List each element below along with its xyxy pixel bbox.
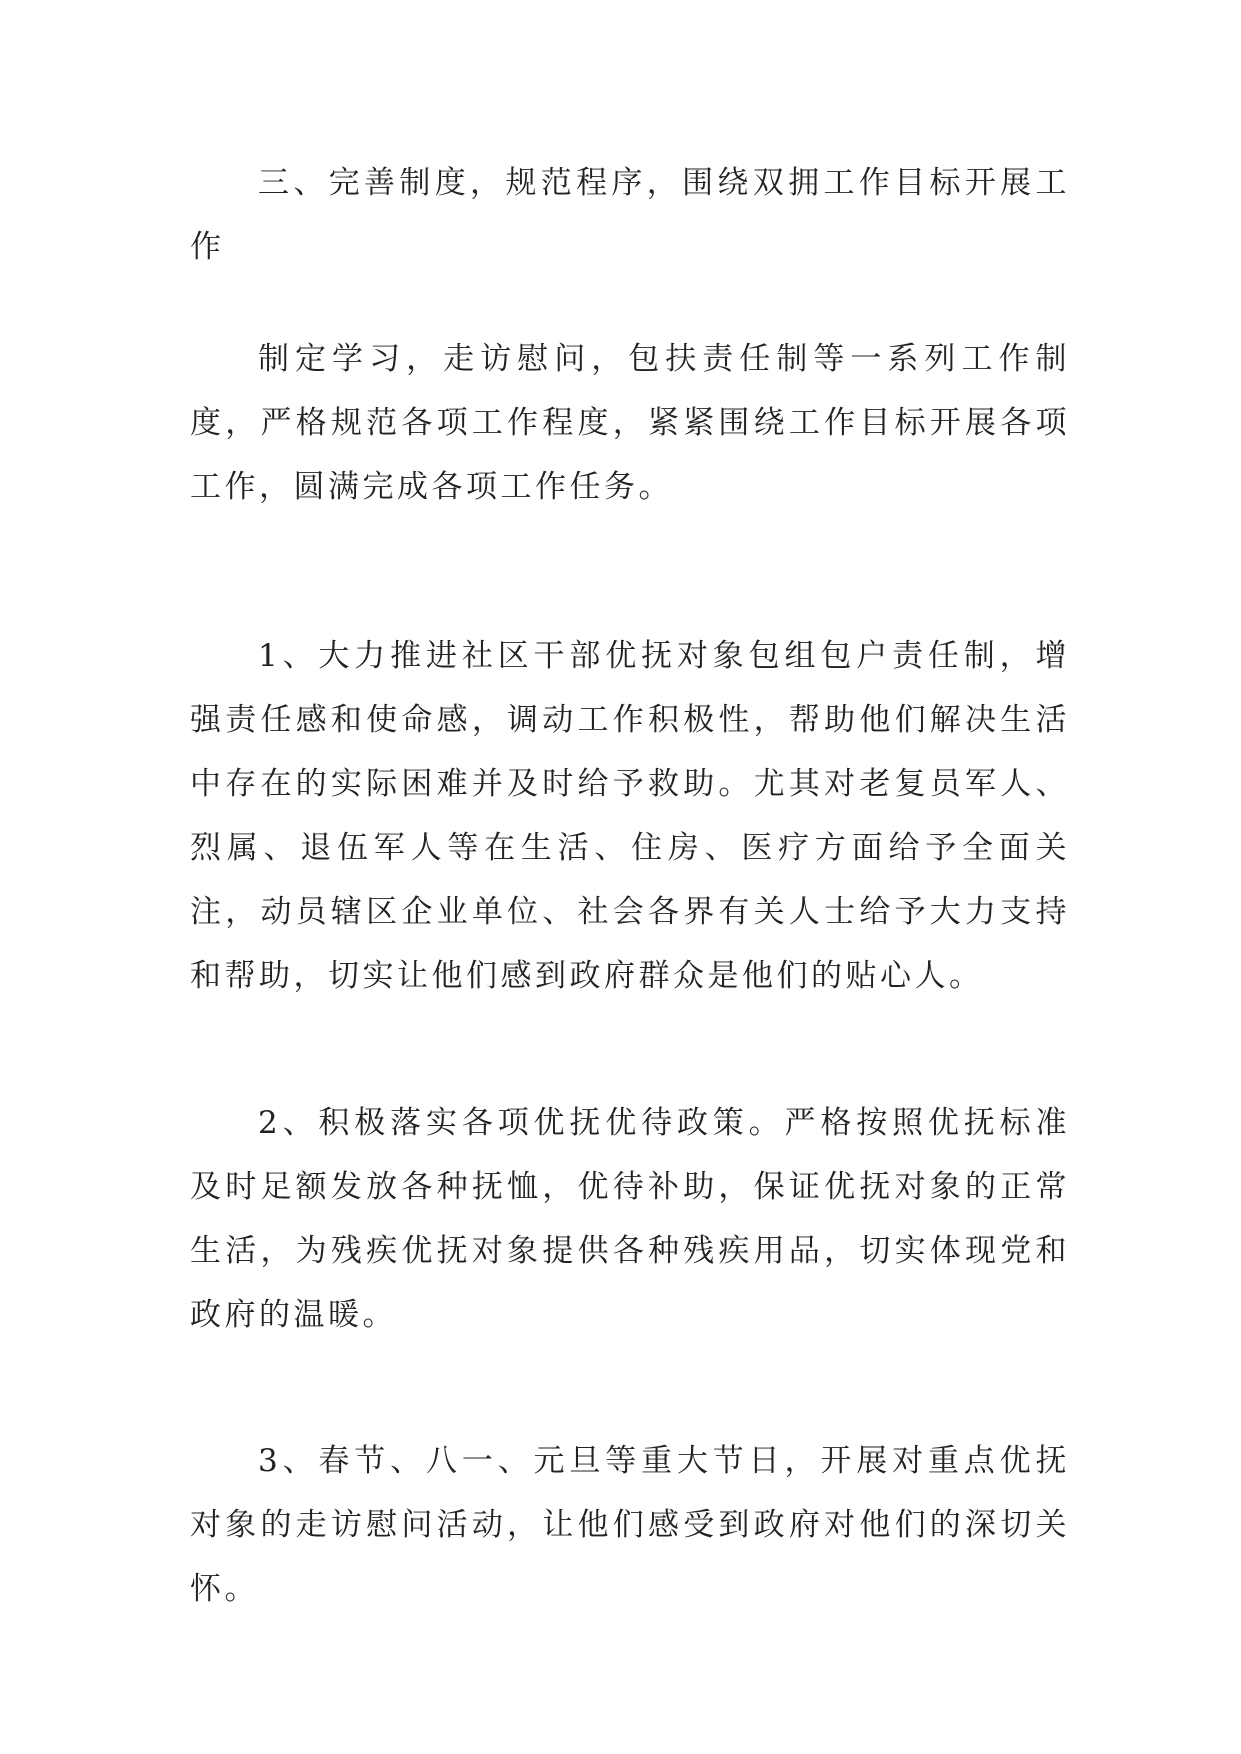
- item-2-paragraph: 2、积极落实各项优抚优待政策。严格按照优抚标准及时足额发放各种抚恤，优待补助，保证优抚对象的正常生活，为残疾优抚对象提供各种残疾用品，切实体现党和政府的温暖。: [190, 1105, 1070, 1333]
- item-1-paragraph: 1、大力推进社区干部优抚对象包组包户责任制，增强责任感和使命感，调动工作积极性，帮助他们解决生活中存在的实际困难并及时给予救助。尤其对老复员军人、烈属、退伍军人等在生活、住房、医疗方面给予全面关注，动员辖区企业单位、社会各界有关人士给予大力支持和帮助，切实让他们感到政府群众是他们的贴心人。: [190, 638, 1070, 994]
- section-heading: 三、完善制度，规范程序，围绕双拥工作目标开展工作: [190, 165, 1070, 265]
- intro-paragraph: 制定学习，走访慰问，包扶责任制等一系列工作制度，严格规范各项工作程度，紧紧围绕工作目标开展各项工作，圆满完成各项工作任务。: [190, 341, 1070, 505]
- item-3-paragraph: 3、春节、八一、元旦等重大节日，开展对重点优抚对象的走访慰问活动，让他们感受到政府对他们的深切关怀。: [190, 1443, 1070, 1607]
